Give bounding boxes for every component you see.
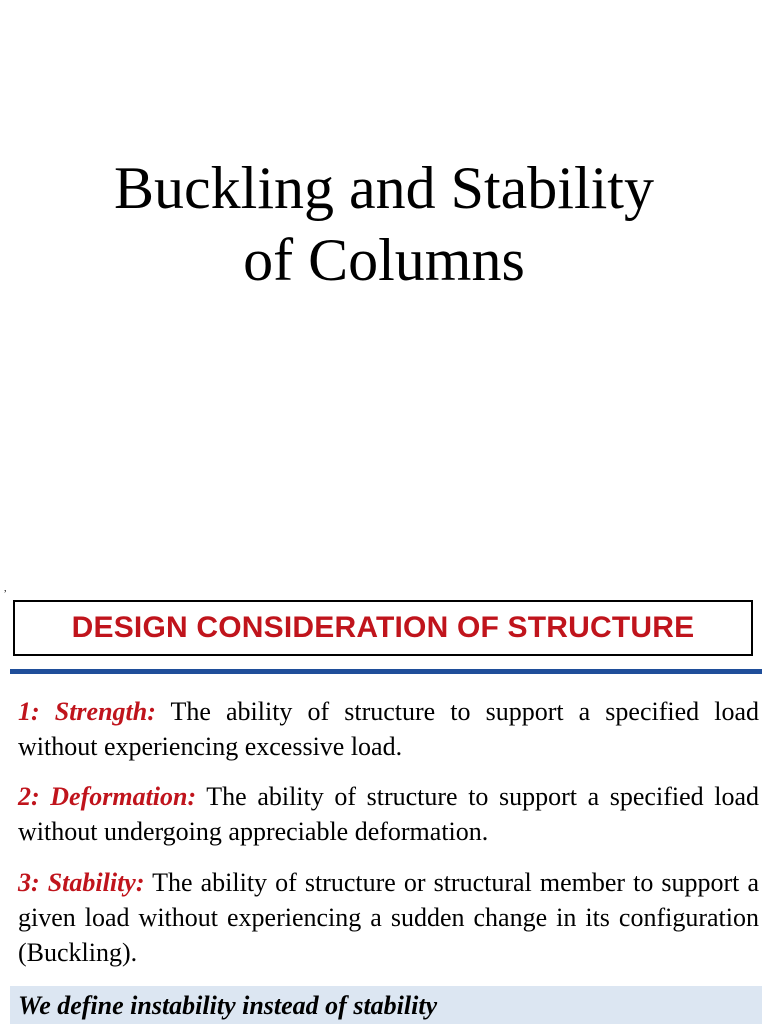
section-heading-box xyxy=(13,600,753,656)
definition-stability xyxy=(18,865,759,970)
page-title-line-1: Buckling and Stability xyxy=(114,155,654,221)
page-title-line-2: of Columns xyxy=(243,227,525,293)
section-heading: DESIGN CONSIDERATION OF STRUCTURE xyxy=(71,611,695,644)
definition-text: The ability of structure to support a specified load without undergoing appreciable deformation. xyxy=(18,782,759,846)
definition-deformation xyxy=(18,779,759,849)
footer-note: We define instability instead of stability xyxy=(18,991,438,1020)
page-title xyxy=(0,152,768,296)
definition-term: 2: Deformation: xyxy=(18,782,197,811)
definition-text: The ability of structure to support a specified load without experiencing excessive load. xyxy=(18,697,759,761)
definition-term: 3: Stability: xyxy=(18,868,145,897)
corner-mark: , xyxy=(4,583,7,594)
definition-term: 1: Strength: xyxy=(18,697,156,726)
section-divider xyxy=(10,669,762,674)
definition-strength xyxy=(18,694,759,764)
definition-text: The ability of structure or structural member to support a given load without experiencing a sudden change in its configuration (Buckling). xyxy=(18,868,759,967)
